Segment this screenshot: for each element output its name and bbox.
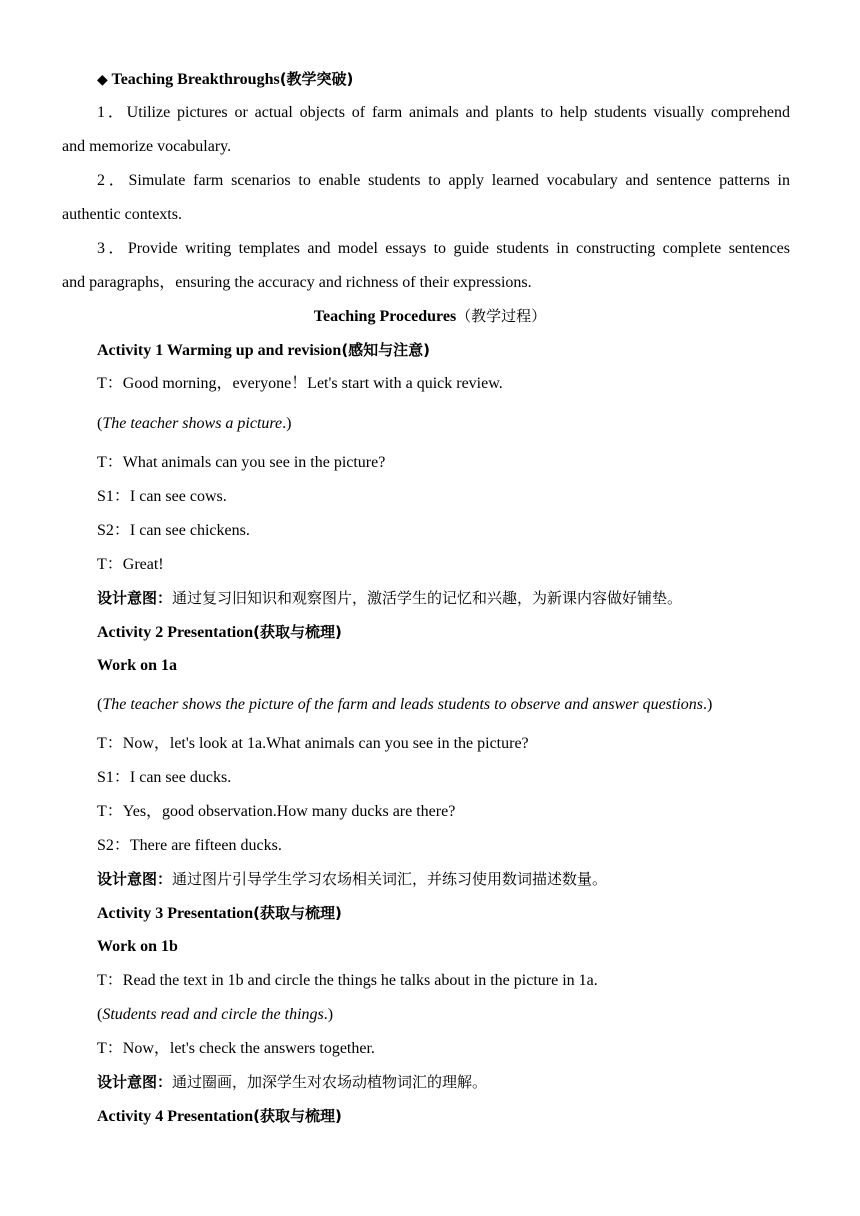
breakthroughs-heading [97,69,797,90]
activity-2-stage-direction [97,695,797,715]
design-intent-text: 通过图片引导学生学习农场相关词汇，并练习使用数词描述数量。 [172,870,608,888]
design-intent-label: 设计意图： [97,1073,173,1091]
activity-3-design-intent [97,1072,797,1093]
breakthrough-item-1-line-2: and memorize vocabulary. [62,138,232,155]
paren-close: .) [323,1006,334,1023]
activity-2-heading-en: Activity 2 Presentation [97,624,254,641]
breakthrough-item-2-line-2: authentic contexts. [62,206,182,223]
design-intent-label: 设计意图： [97,870,173,888]
activity-2-line-3: S1：I can see ducks. [97,769,232,786]
breakthrough-item-2-line-1: 2．Simulate farm scenarios to enable students to apply learned vocabulary and sentence patterns in [97,172,790,189]
activity-2-line-4: T：Yes，good observation.How many ducks are there? [97,803,456,820]
activity-1-line-1: T：Good morning，everyone！Let's start with a quick review. [97,375,503,392]
design-intent-text: 通过圈画，加深学生对农场动植物词汇的理解。 [172,1073,488,1091]
activity-1-line-5: S2：I can see chickens. [97,522,250,539]
activity-1-stage-direction [97,414,797,434]
paren-open: ( [97,415,103,432]
activity-4-heading [97,1106,797,1127]
procedures-title-en: Teaching Procedures [313,308,457,325]
activity-3-heading-cn: (获取与梳理) [253,904,342,922]
diamond-bullet-icon: ◆ [97,72,108,88]
procedures-title-cn: （教学过程） [456,307,547,325]
activity-3-line-3: T：Now，let's check the answers together. [97,1040,375,1057]
activity-1-line-3: T：What animals can you see in the picture? [97,454,386,471]
paren-close: .) [282,415,292,432]
activity-1-design-intent [97,588,797,609]
activity-4-heading-en: Activity 4 Presentation [97,1108,254,1125]
activity-4-heading-cn: (获取与梳理) [253,1107,342,1125]
activity-2-line-2: T：Now，let's look at 1a.What animals can you see in the picture? [97,735,529,752]
activity-3-work-label: Work on 1b [97,938,178,955]
procedures-title [0,306,860,327]
activity-2-design-intent [97,869,797,890]
activity-1-heading-en: Activity 1 Warming up and revision [97,342,342,359]
stage-direction-text: The teacher shows a picture [102,415,283,432]
paren-open: ( [97,696,103,713]
activity-2-line-5: S2：There are fifteen ducks. [97,837,282,854]
activity-2-work-label: Work on 1a [97,657,178,674]
activity-1-line-4: S1：I can see cows. [97,488,227,505]
activity-2-heading-cn: (获取与梳理) [253,623,342,641]
activity-1-line-6: T：Great! [97,556,164,573]
activity-3-heading-en: Activity 3 Presentation [97,905,254,922]
breakthrough-item-3-line-1: 3．Provide writing templates and model essays to guide students in constructing complete sentences [97,240,790,257]
breakthroughs-heading-cn: (教学突破) [279,70,354,88]
activity-3-stage-direction [97,1005,797,1025]
paren-close: .) [703,696,713,713]
stage-direction-text: Students read and circle the things [102,1006,324,1023]
design-intent-label: 设计意图： [97,589,173,607]
paren-open: ( [97,1006,103,1023]
activity-3-heading [97,903,797,924]
activity-2-heading [97,622,797,643]
activity-1-heading-cn: (感知与注意) [341,341,431,359]
breakthrough-item-3-line-2: and paragraphs，ensuring the accuracy and richness of their expressions. [62,274,532,291]
breakthroughs-heading-en: Teaching Breakthroughs [111,71,280,88]
activity-1-heading [97,340,797,361]
design-intent-text: 通过复习旧知识和观察图片，激活学生的记忆和兴趣，为新课内容做好铺垫。 [172,589,683,607]
breakthrough-item-1-line-1: 1．Utilize pictures or actual objects of farm animals and plants to help students visually comprehend [97,104,790,121]
activity-3-line-1: T：Read the text in 1b and circle the things he talks about in the picture in 1a. [97,972,598,989]
stage-direction-text: The teacher shows the picture of the farm and leads students to observe and answer questions [102,696,704,713]
